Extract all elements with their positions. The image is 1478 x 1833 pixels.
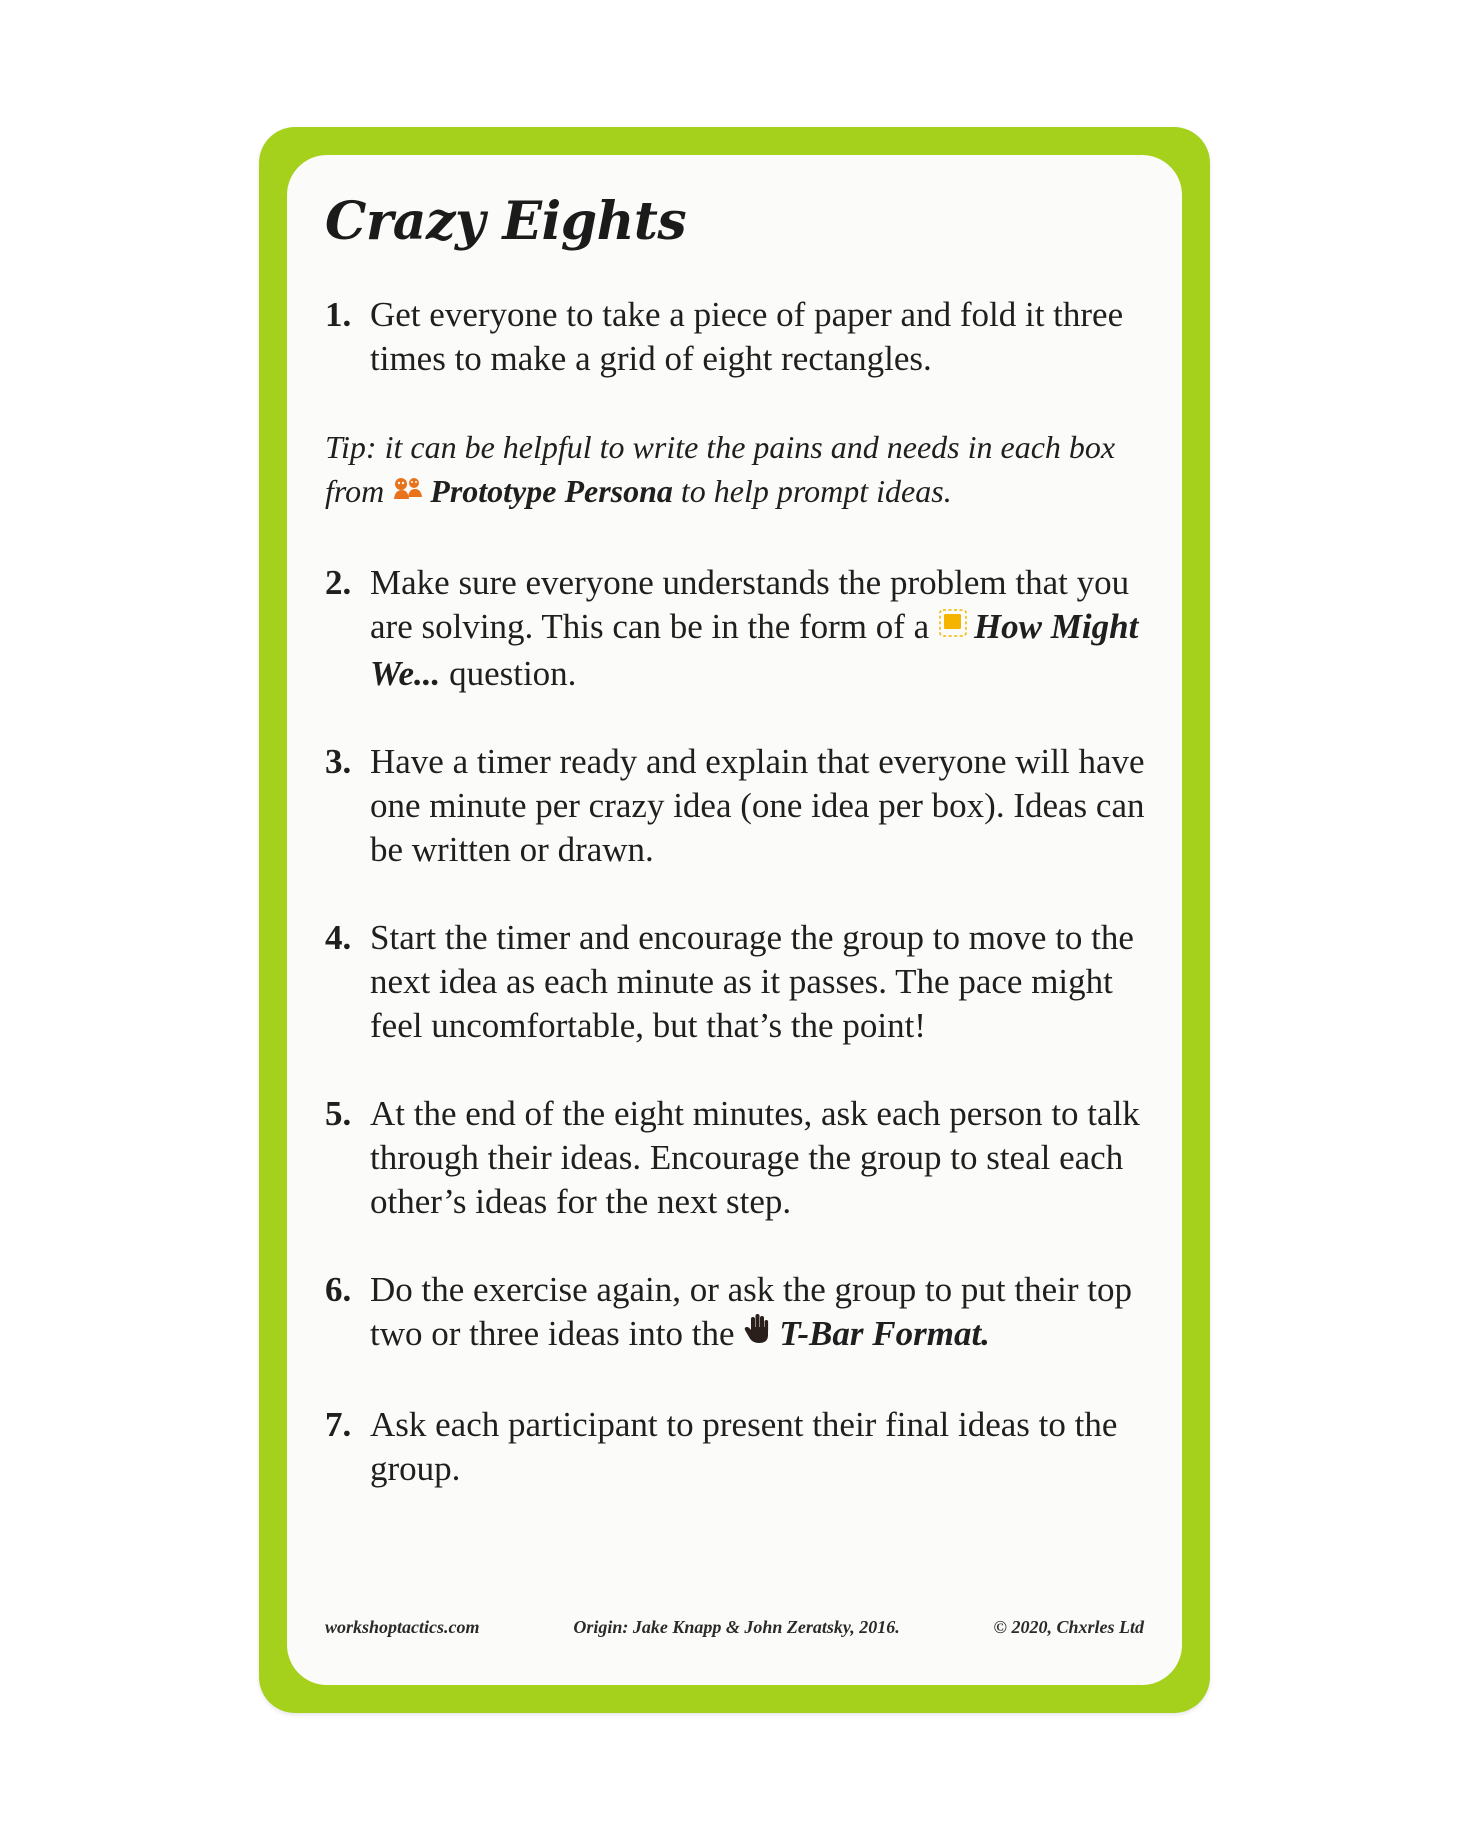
step-text: Ask each participant to present their final ideas to the group. — [370, 1404, 1118, 1488]
step-text: At the end of the eight minutes, ask each person to talk through their ideas. Encourage the group to steal each other’s ideas for the next step. — [370, 1093, 1140, 1221]
footer-website: workshoptactics.com — [325, 1617, 480, 1637]
step-1 — [325, 293, 1155, 381]
step-number: 6. — [325, 1269, 352, 1309]
footer-copyright: © 2020, Chxrles Ltd — [993, 1617, 1144, 1637]
step-text: Do the exercise again, or ask the group to put their top two or three ideas into the — [370, 1269, 1133, 1353]
hand-icon — [743, 1312, 773, 1356]
card-title: Crazy Eights — [325, 191, 687, 252]
step-text: Have a timer ready and explain that everyone will have one minute per crazy idea (one idea per box). Ideas can be written or drawn. — [370, 741, 1145, 869]
card-footer — [325, 1617, 1144, 1638]
step-7 — [325, 1403, 1155, 1491]
persona-icon — [392, 470, 424, 514]
tip — [325, 425, 1155, 517]
step-text: Make sure everyone understands the problem that you are solving. This can be in the form of a — [370, 562, 1130, 646]
footer-origin: Origin: Jake Knapp & John Zeratsky, 2016. — [573, 1617, 900, 1637]
step-text-after: question. — [440, 653, 577, 693]
card — [259, 127, 1210, 1713]
how-might-we-link: How Might We... — [370, 606, 1139, 693]
step-number: 2. — [325, 562, 352, 602]
step-number: 4. — [325, 917, 352, 957]
tip-suffix: to help prompt ideas. — [672, 473, 952, 509]
step-4 — [325, 916, 1155, 1048]
step-text: Start the timer and encourage the group to move to the next idea as each minute as it passes. The pace might feel uncomfortable, but that’s the point! — [370, 917, 1134, 1045]
sticky-note-icon — [938, 605, 968, 649]
step-number: 1. — [325, 295, 352, 334]
step-number: 7. — [325, 1404, 352, 1444]
card-body — [325, 293, 1155, 1535]
step-2 — [325, 561, 1155, 696]
step-number: 5. — [325, 1093, 352, 1133]
step-5 — [325, 1092, 1155, 1224]
prototype-persona-link: Prototype Persona — [430, 473, 673, 509]
step-3 — [325, 740, 1155, 872]
card-face — [287, 155, 1182, 1685]
step-6 — [325, 1268, 1155, 1359]
t-bar-format-link: T-Bar Format. — [779, 1313, 990, 1353]
tip-prefix: Tip: it can be helpful to write the pains and needs in each box from — [325, 429, 1116, 509]
step-text: Get everyone to take a piece of paper and fold it three times to make a grid of eight rectangles. — [370, 295, 1124, 378]
step-number: 3. — [325, 741, 352, 781]
